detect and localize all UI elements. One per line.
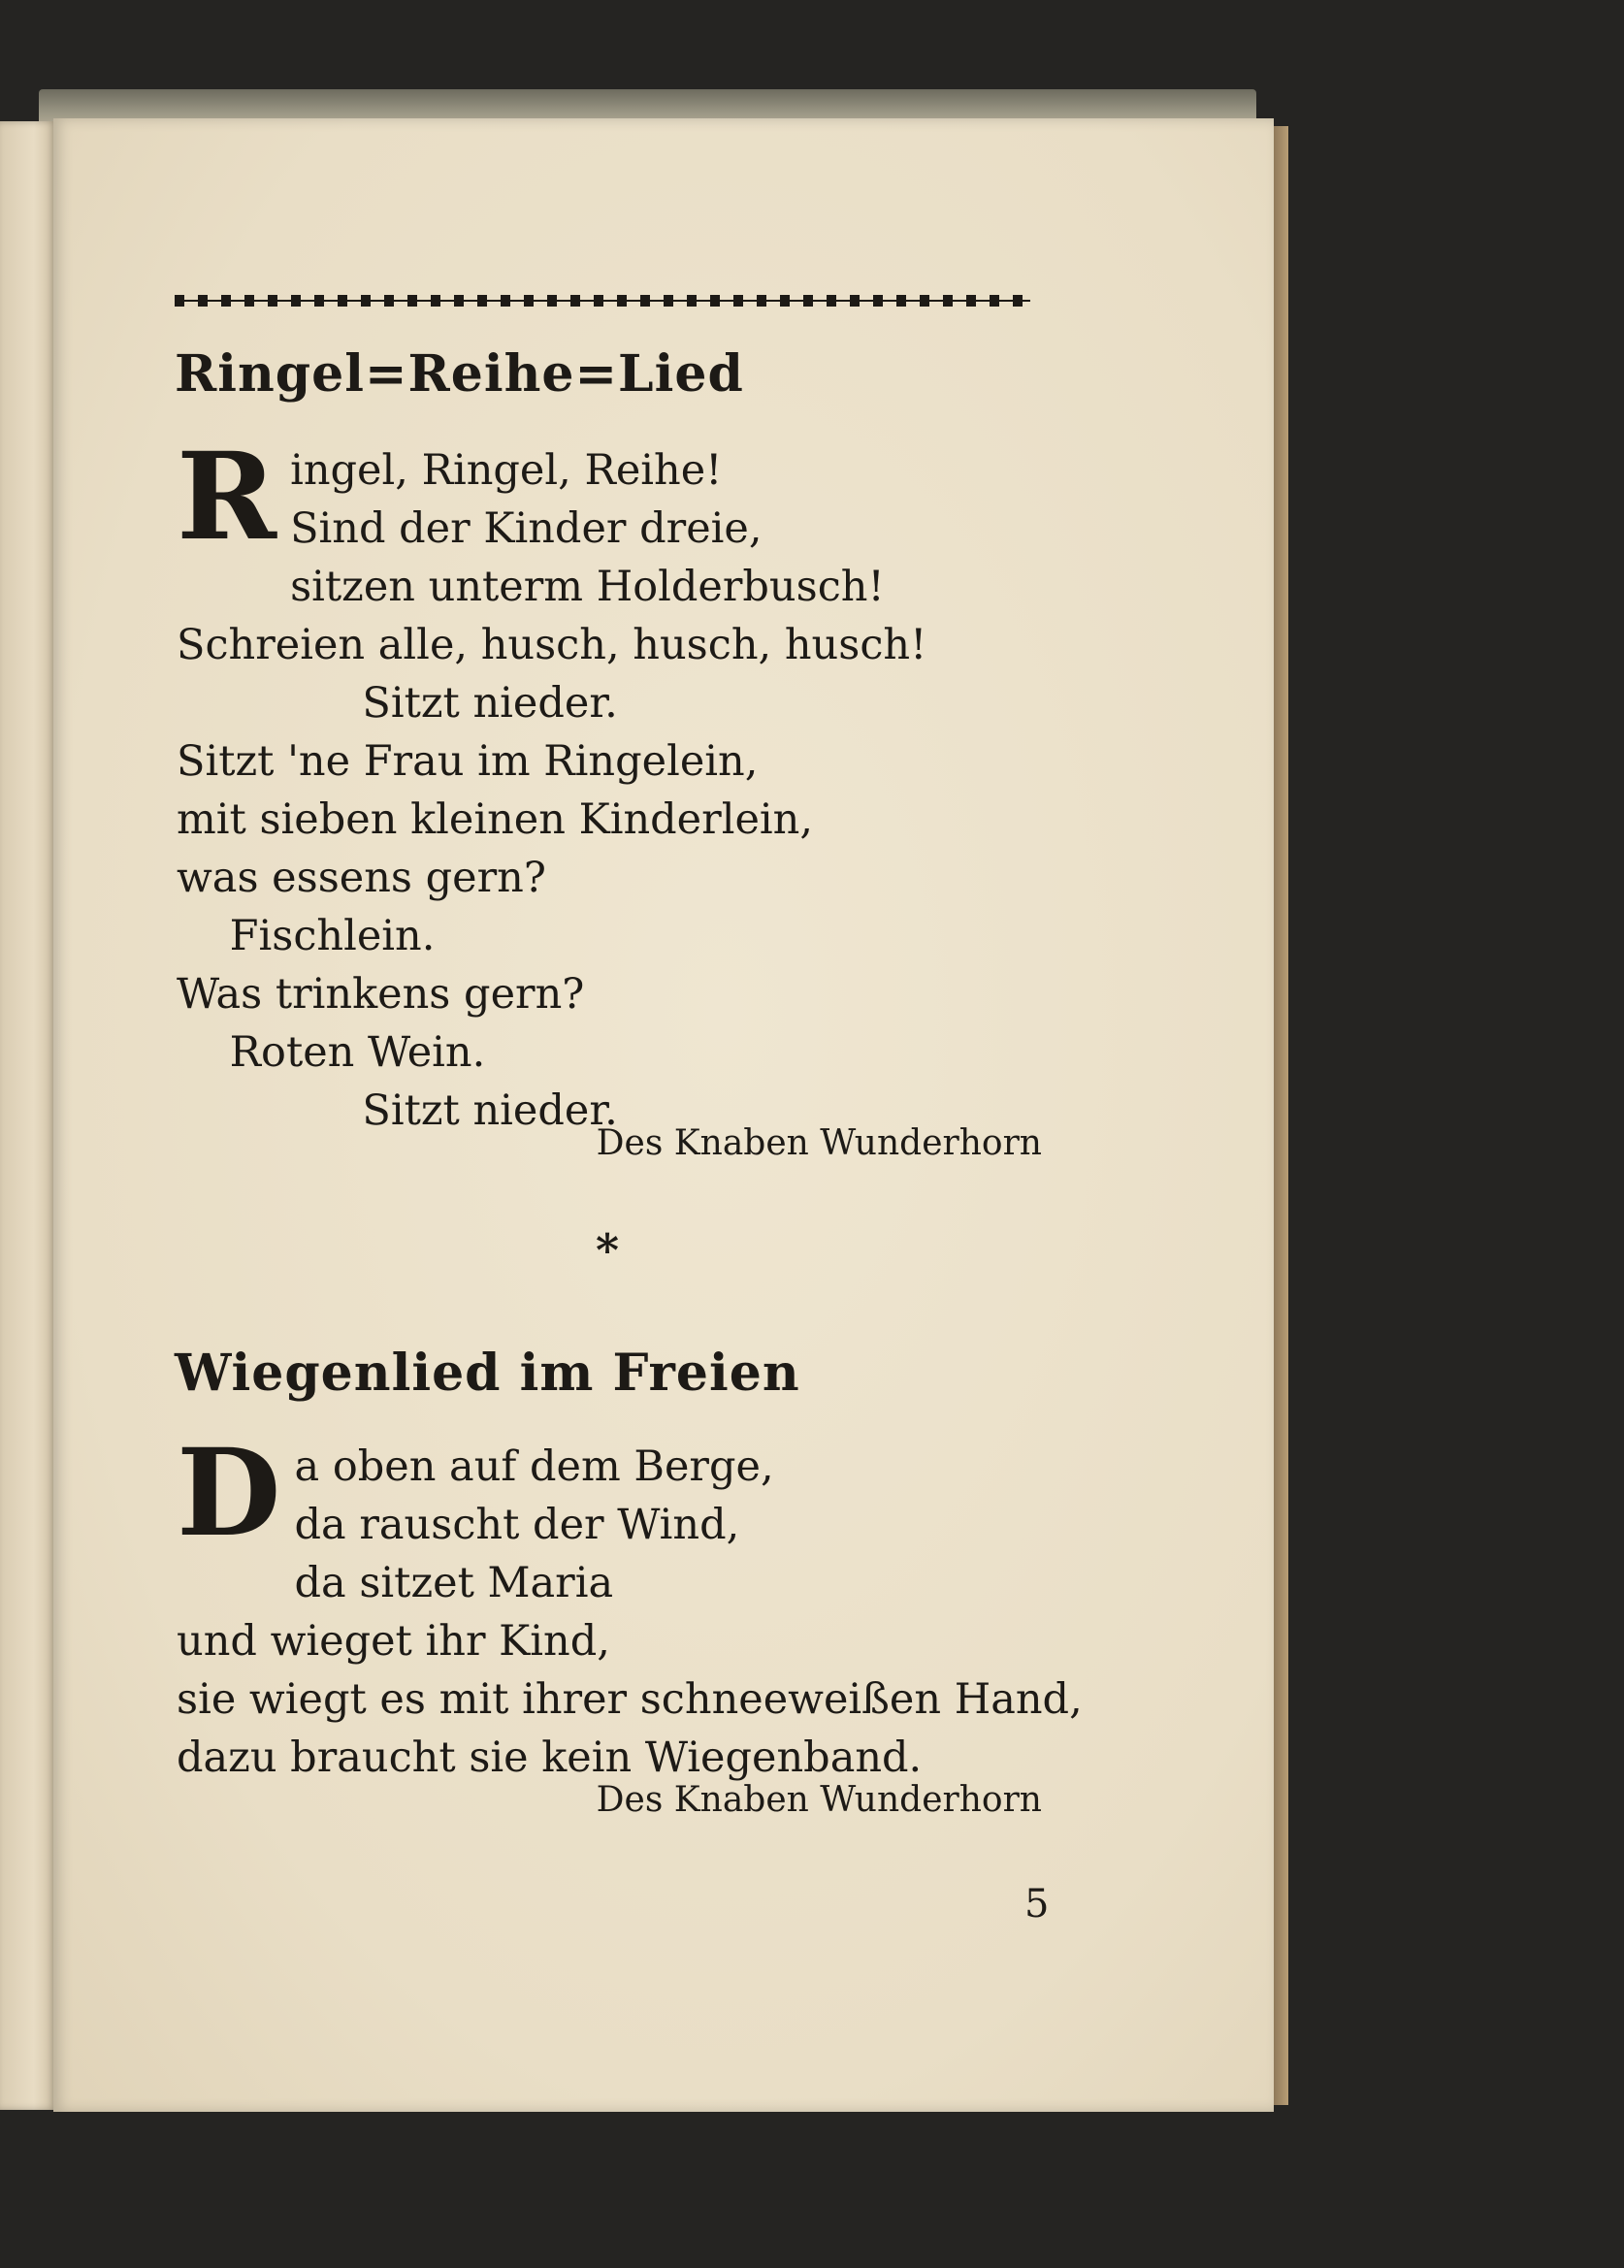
poem-title: Wiegenlied im Freien — [175, 1344, 800, 1403]
poem-body — [177, 1423, 1083, 1787]
poem-line: Sitzt nieder. — [177, 679, 618, 728]
drop-cap: D — [177, 1423, 281, 1564]
poem-line: was essens gern? — [177, 854, 546, 902]
poem-attribution: Des Knaben Wunderhorn — [596, 1123, 1042, 1163]
poem-line: da sitzet Maria — [294, 1559, 614, 1607]
poem-line: Sitzt nieder. — [177, 1086, 618, 1135]
poem-line: Was trinkens gern? — [177, 970, 585, 1019]
poem-title: Ringel=Reihe=Lied — [175, 344, 744, 404]
drop-cap: R — [177, 427, 277, 567]
poem-line: Schreien alle, husch, husch, husch! — [177, 621, 927, 669]
poem-body — [177, 427, 927, 1140]
poem-line: Fischlein. — [177, 912, 436, 960]
poem-line: und wieget ihr Kind, — [177, 1617, 610, 1666]
poem-line: Sind der Kinder dreie, — [290, 504, 763, 553]
page-number: 5 — [1024, 1882, 1050, 1927]
poem-line: dazu braucht sie kein Wiegenband. — [177, 1733, 923, 1782]
poem-line: sie wiegt es mit ihrer schneeweißen Hand, — [177, 1675, 1083, 1724]
poem-line: Sitzt 'ne Frau im Ringelein, — [177, 737, 759, 786]
poem-line: da rauscht der Wind, — [294, 1501, 740, 1549]
poem-line: Ringel, Ringel, Reihe! — [177, 427, 723, 567]
left-page-edge — [0, 121, 56, 2110]
poem-line: Roten Wein. — [177, 1028, 486, 1077]
poem-line: mit sieben kleinen Kinderlein, — [177, 795, 814, 844]
ornamental-rule — [175, 295, 1030, 307]
poem-attribution: Des Knaben Wunderhorn — [596, 1780, 1042, 1820]
poem-line: sitzen unterm Holderbusch! — [290, 563, 885, 611]
poem-line: Da oben auf dem Berge, — [177, 1423, 774, 1564]
asterisk-separator: * — [596, 1224, 620, 1277]
